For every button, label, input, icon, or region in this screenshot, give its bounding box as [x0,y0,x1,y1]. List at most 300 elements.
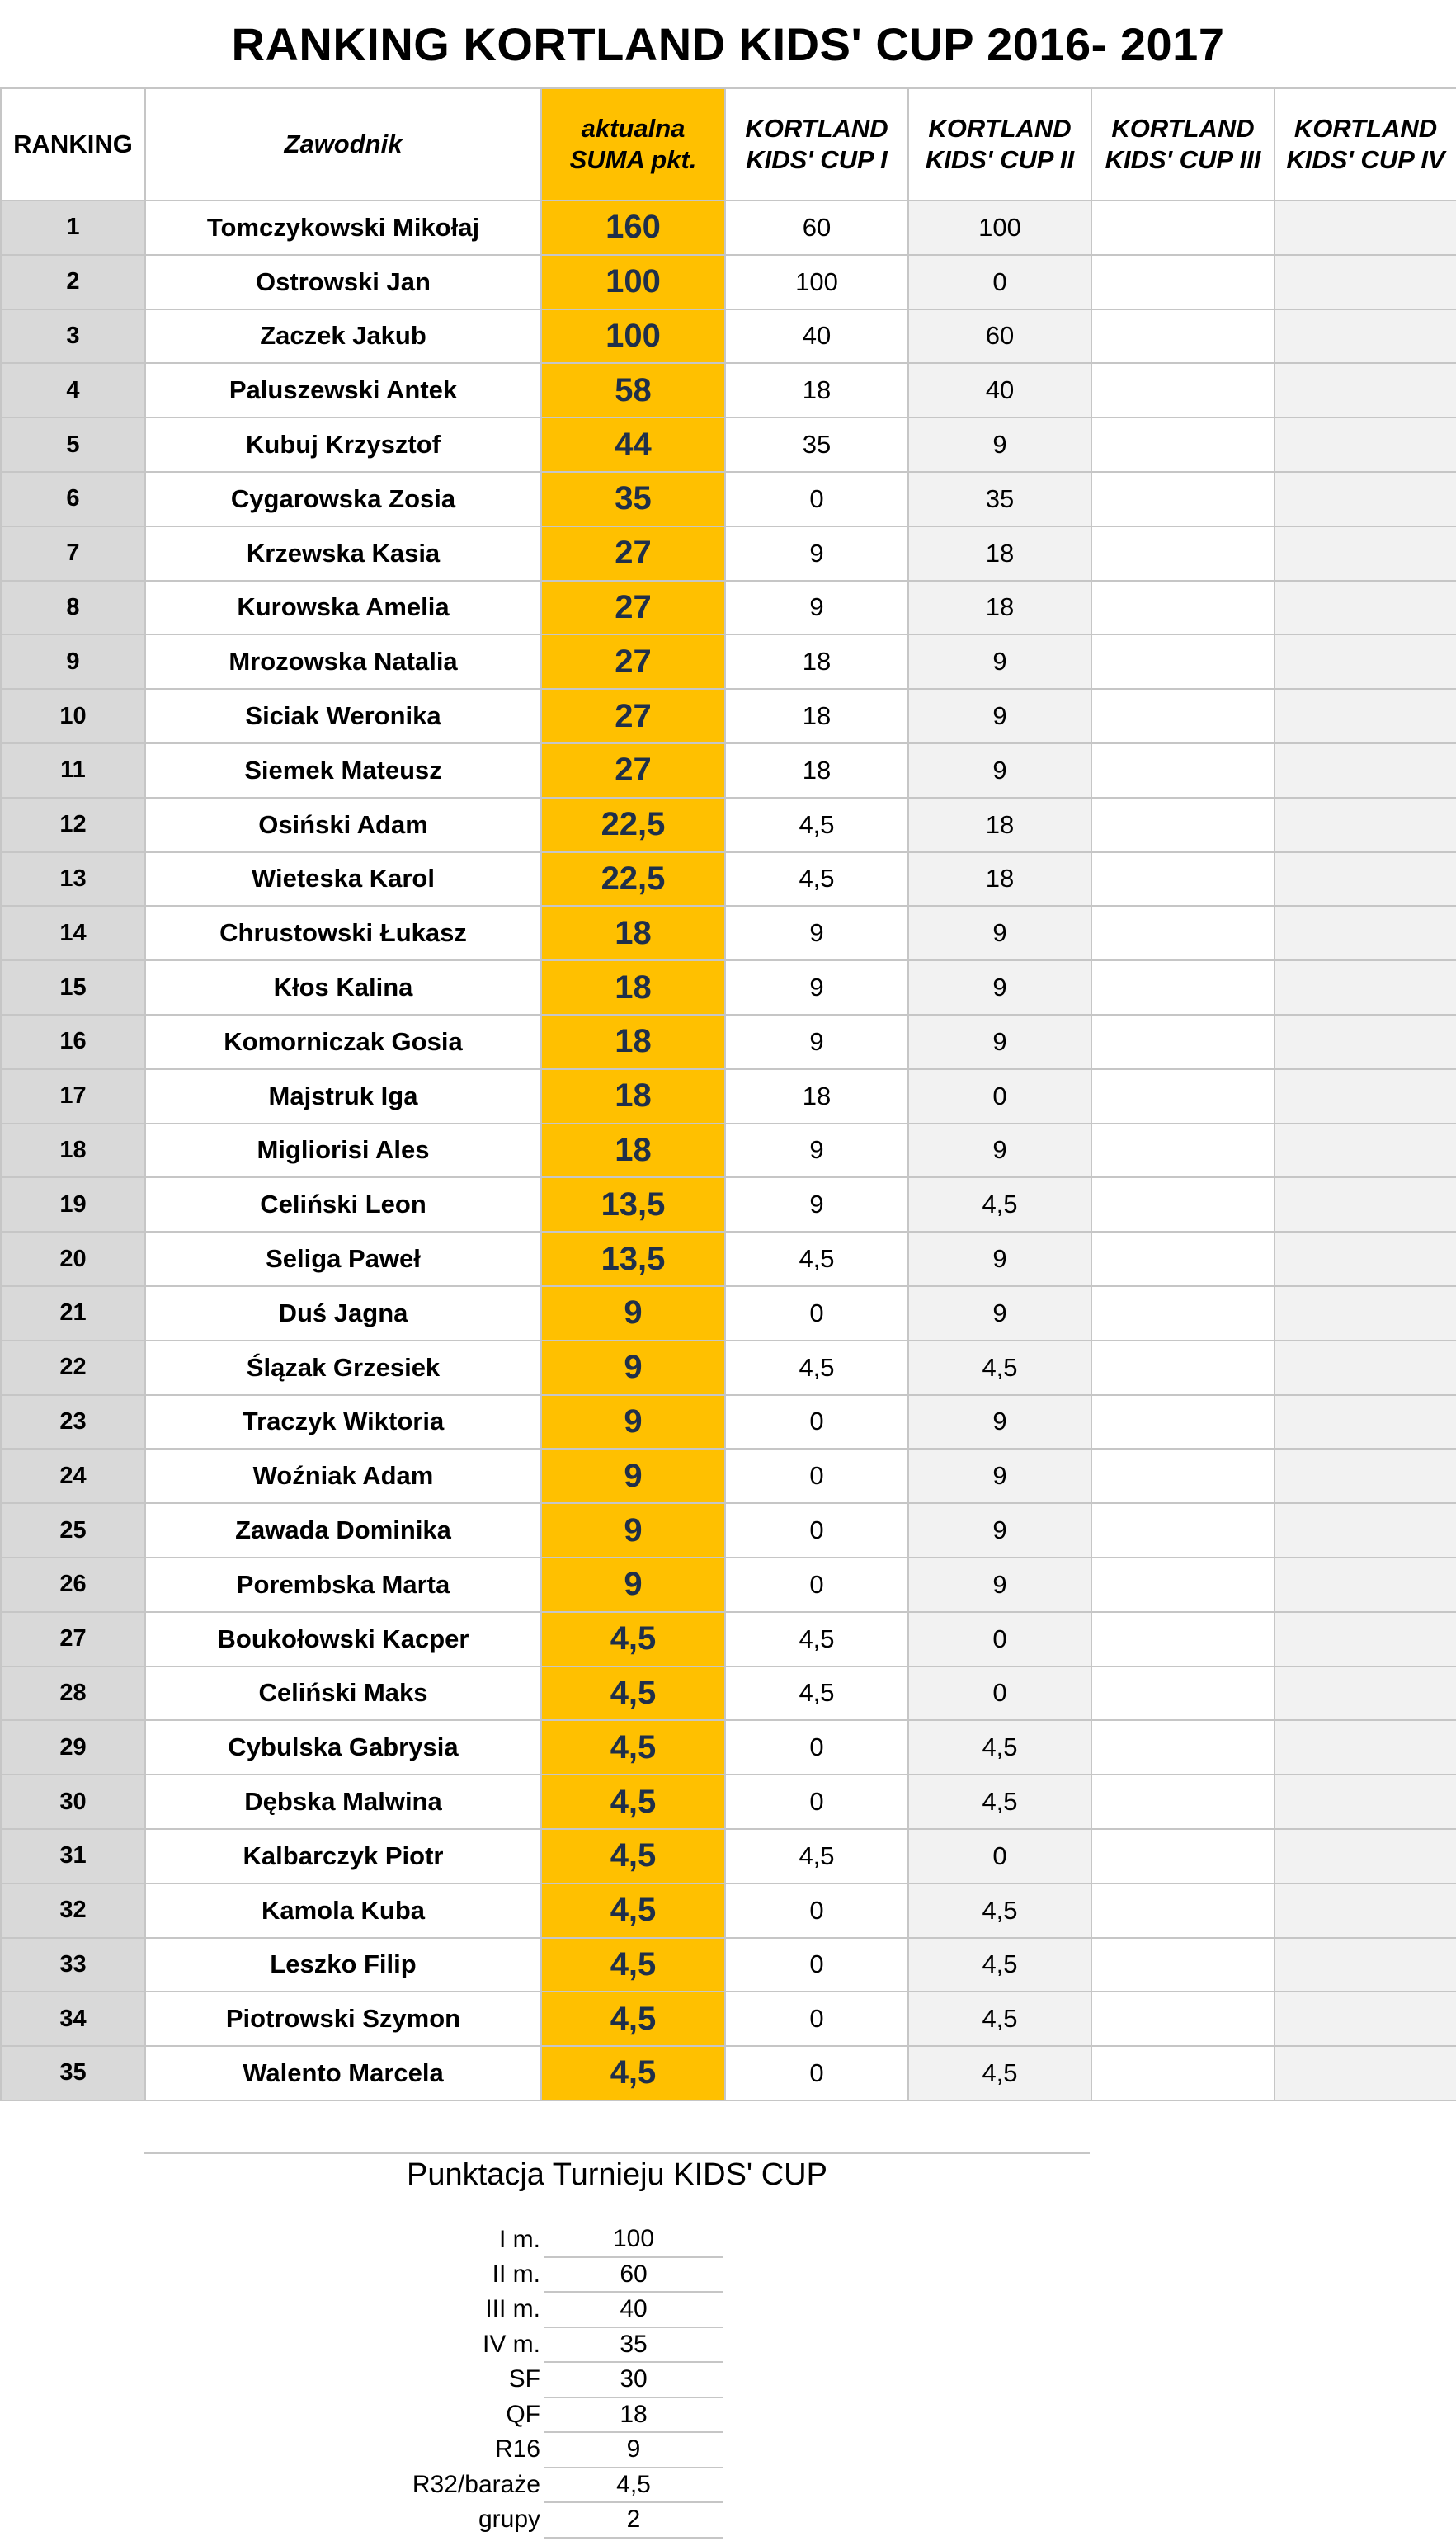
cell-sum: 9 [541,1558,725,1612]
cell-cup3 [1091,200,1275,255]
cell-cup2: 18 [908,798,1091,852]
table-row [1,1938,1456,1992]
cell-cup2: 4,5 [908,1883,1091,1938]
cell-cup4 [1275,1558,1456,1612]
cell-rank: 30 [1,1775,145,1829]
cell-cup2: 4,5 [908,1992,1091,2046]
points-row [363,2397,723,2433]
cell-cup3 [1091,1503,1275,1558]
cell-rank: 31 [1,1829,145,1883]
cell-rank: 2 [1,255,145,309]
cell-name: Walento Marcela [145,2046,541,2100]
points-value: 100 [544,2223,723,2257]
cell-rank: 3 [1,309,145,364]
cell-rank: 1 [1,200,145,255]
cell-cup1: 4,5 [725,852,908,907]
table-row [1,1069,1456,1124]
cell-name: Celiński Leon [145,1177,541,1232]
cell-cup4 [1275,634,1456,689]
cell-sum: 9 [541,1341,725,1395]
points-row [363,2292,723,2327]
cell-cup2: 9 [908,743,1091,798]
table-row [1,1883,1456,1938]
cell-name: Komorniczak Gosia [145,1015,541,1069]
table-row [1,1286,1456,1341]
cell-cup3 [1091,1612,1275,1666]
cell-cup2: 4,5 [908,2046,1091,2100]
table-row [1,1992,1456,2046]
points-label: R16 [494,2435,540,2463]
cell-name: Siemek Mateusz [145,743,541,798]
cell-cup4 [1275,472,1456,526]
cell-name: Seliga Paweł [145,1232,541,1286]
cell-cup4 [1275,743,1456,798]
cell-cup3 [1091,2046,1275,2100]
table-row [1,1558,1456,1612]
cell-cup3 [1091,1938,1275,1992]
cell-sum: 4,5 [541,1612,725,1666]
cell-cup1: 9 [725,1015,908,1069]
table-row [1,472,1456,526]
points-value: 40 [544,2292,723,2327]
cell-sum: 13,5 [541,1232,725,1286]
cell-cup4 [1275,255,1456,309]
cell-rank: 27 [1,1612,145,1666]
cell-name: Kłos Kalina [145,960,541,1015]
cell-name: Chrustowski Łukasz [145,906,541,960]
cell-sum: 4,5 [541,1829,725,1883]
table-row [1,1449,1456,1503]
cell-rank: 34 [1,1992,145,2046]
cell-cup4 [1275,1449,1456,1503]
cell-cup2: 40 [908,363,1091,417]
cell-cup1: 9 [725,1124,908,1178]
cell-cup1: 0 [725,1449,908,1503]
cell-rank: 24 [1,1449,145,1503]
cell-cup2: 4,5 [908,1341,1091,1395]
cell-sum: 9 [541,1449,725,1503]
table-row [1,1720,1456,1775]
points-value: 2 [544,2502,723,2538]
cell-cup1: 0 [725,1992,908,2046]
cell-name: Siciak Weronika [145,689,541,743]
cell-cup3 [1091,743,1275,798]
col-header-sum [541,88,725,200]
cell-cup3 [1091,906,1275,960]
cell-cup4 [1275,1883,1456,1938]
cell-cup1: 18 [725,743,908,798]
points-value: 30 [544,2362,723,2397]
cell-cup2: 18 [908,526,1091,581]
cell-rank: 25 [1,1503,145,1558]
cell-cup1: 4,5 [725,1666,908,1721]
cell-name: Osiński Adam [145,798,541,852]
cell-sum: 100 [541,255,725,309]
cell-sum: 27 [541,526,725,581]
cell-cup4 [1275,309,1456,364]
cell-cup1: 4,5 [725,1341,908,1395]
table-row [1,1341,1456,1395]
points-value: 18 [544,2397,723,2433]
cell-rank: 14 [1,906,145,960]
cell-name: Cygarowska Zosia [145,472,541,526]
cell-cup3 [1091,1720,1275,1775]
cell-name: Duś Jagna [145,1286,541,1341]
cell-cup1: 9 [725,526,908,581]
cell-cup4 [1275,1938,1456,1992]
cell-cup3 [1091,1286,1275,1341]
cell-rank: 13 [1,852,145,907]
cell-sum: 27 [541,581,725,635]
cell-cup2: 18 [908,581,1091,635]
cell-cup3 [1091,581,1275,635]
cell-cup1: 0 [725,1883,908,1938]
cell-name: Celiński Maks [145,1666,541,1721]
cell-name: Ostrowski Jan [145,255,541,309]
table-row [1,798,1456,852]
cell-sum: 44 [541,417,725,472]
cell-cup3 [1091,1883,1275,1938]
cell-cup2: 0 [908,1069,1091,1124]
cell-cup4 [1275,363,1456,417]
cell-sum: 18 [541,906,725,960]
cell-cup2: 9 [908,689,1091,743]
cell-cup1: 9 [725,906,908,960]
points-row [363,2468,723,2503]
cell-cup4 [1275,906,1456,960]
cell-rank: 12 [1,798,145,852]
cell-cup1: 18 [725,1069,908,1124]
cell-cup2: 9 [908,1124,1091,1178]
cell-cup4 [1275,417,1456,472]
cell-cup4 [1275,1069,1456,1124]
points-label: III m. [485,2295,540,2323]
points-row [363,2362,723,2397]
cell-cup4 [1275,200,1456,255]
cell-cup2: 60 [908,309,1091,364]
cell-cup2: 18 [908,852,1091,907]
cell-rank: 11 [1,743,145,798]
cell-cup1: 35 [725,417,908,472]
cell-cup2: 9 [908,1286,1091,1341]
cell-name: Migliorisi Ales [145,1124,541,1178]
points-row [363,2223,723,2257]
cell-cup3 [1091,1775,1275,1829]
cell-rank: 29 [1,1720,145,1775]
cell-cup1: 0 [725,1720,908,1775]
cell-name: Majstruk Iga [145,1069,541,1124]
points-label: QF [506,2400,540,2428]
table-row [1,1666,1456,1721]
cell-sum: 160 [541,200,725,255]
cell-cup4 [1275,1286,1456,1341]
cell-cup3 [1091,1232,1275,1286]
col-header-cup4: KORTLAND KIDS' CUP IV [1275,88,1456,200]
ranking-body [1,200,1456,2100]
cell-sum: 4,5 [541,1883,725,1938]
cell-cup3 [1091,1558,1275,1612]
cell-rank: 28 [1,1666,145,1721]
cell-cup4 [1275,852,1456,907]
cell-rank: 4 [1,363,145,417]
cell-cup3 [1091,852,1275,907]
cell-cup1: 0 [725,472,908,526]
cell-cup2: 9 [908,1503,1091,1558]
cell-cup1: 60 [725,200,908,255]
cell-rank: 21 [1,1286,145,1341]
page-title: RANKING KORTLAND KIDS' CUP 2016- 2017 [231,17,1225,70]
table-row [1,634,1456,689]
cell-cup4 [1275,1829,1456,1883]
cell-name: Porembska Marta [145,1558,541,1612]
cell-cup1: 4,5 [725,1829,908,1883]
cell-cup3 [1091,363,1275,417]
cell-cup2: 4,5 [908,1775,1091,1829]
cell-cup1: 4,5 [725,1232,908,1286]
cell-cup4 [1275,526,1456,581]
cell-sum: 27 [541,743,725,798]
cell-cup3 [1091,1069,1275,1124]
points-divider [144,2152,1090,2154]
cell-cup3 [1091,1341,1275,1395]
cell-cup1: 40 [725,309,908,364]
cell-name: Boukołowski Kacper [145,1612,541,1666]
cell-cup3 [1091,1177,1275,1232]
col-header-player: Zawodnik [145,88,541,200]
cell-sum: 4,5 [541,1775,725,1829]
cell-cup2: 9 [908,960,1091,1015]
cell-cup2: 9 [908,1449,1091,1503]
col-header-cup1: KORTLAND KIDS' CUP I [725,88,908,200]
cell-rank: 20 [1,1232,145,1286]
points-row [363,2502,723,2538]
cell-cup2: 100 [908,200,1091,255]
cell-name: Tomczykowski Mikołaj [145,200,541,255]
cell-cup3 [1091,1666,1275,1721]
cell-cup4 [1275,1177,1456,1232]
table-row [1,1395,1456,1450]
cell-cup1: 100 [725,255,908,309]
cell-cup3 [1091,1395,1275,1450]
points-label: R32/baraże [412,2470,540,2498]
cell-rank: 22 [1,1341,145,1395]
cell-rank: 15 [1,960,145,1015]
cell-sum: 4,5 [541,2046,725,2100]
cell-sum: 4,5 [541,1992,725,2046]
table-row [1,906,1456,960]
cell-rank: 35 [1,2046,145,2100]
cell-cup4 [1275,1341,1456,1395]
cell-cup1: 4,5 [725,798,908,852]
cell-cup2: 4,5 [908,1720,1091,1775]
cell-cup4 [1275,1124,1456,1178]
cell-cup1: 0 [725,1558,908,1612]
cell-cup4 [1275,1775,1456,1829]
cell-name: Zaczek Jakub [145,309,541,364]
cell-rank: 10 [1,689,145,743]
cell-rank: 17 [1,1069,145,1124]
cell-name: Kamola Kuba [145,1883,541,1938]
cell-cup4 [1275,1720,1456,1775]
cell-cup4 [1275,1232,1456,1286]
cell-cup3 [1091,255,1275,309]
cell-cup2: 9 [908,906,1091,960]
cell-sum: 22,5 [541,852,725,907]
cell-rank: 19 [1,1177,145,1232]
cell-rank: 23 [1,1395,145,1450]
cell-name: Kubuj Krzysztof [145,417,541,472]
cell-cup1: 18 [725,634,908,689]
cell-cup3 [1091,960,1275,1015]
cell-cup1: 0 [725,1938,908,1992]
cell-cup2: 9 [908,1015,1091,1069]
col-header-ranking: RANKING [1,88,145,200]
cell-name: Kurowska Amelia [145,581,541,635]
cell-cup3 [1091,1449,1275,1503]
cell-sum: 9 [541,1503,725,1558]
table-row [1,2046,1456,2100]
cell-cup1: 18 [725,363,908,417]
table-row [1,743,1456,798]
cell-cup2: 0 [908,1829,1091,1883]
cell-cup3 [1091,1829,1275,1883]
cell-cup3 [1091,1992,1275,2046]
cell-name: Mrozowska Natalia [145,634,541,689]
cell-sum: 18 [541,1069,725,1124]
cell-sum: 27 [541,689,725,743]
table-header-row [1,88,1456,200]
table-row [1,255,1456,309]
cell-cup1: 9 [725,1177,908,1232]
cell-name: Kalbarczyk Piotr [145,1829,541,1883]
cell-cup3 [1091,472,1275,526]
cell-sum: 4,5 [541,1666,725,1721]
cell-cup2: 9 [908,1232,1091,1286]
cell-cup3 [1091,309,1275,364]
table-row [1,581,1456,635]
cell-rank: 16 [1,1015,145,1069]
cell-cup3 [1091,1015,1275,1069]
cell-name: Krzewska Kasia [145,526,541,581]
cell-cup2: 35 [908,472,1091,526]
cell-sum: 18 [541,1015,725,1069]
cell-cup3 [1091,689,1275,743]
cell-sum: 27 [541,634,725,689]
points-row [363,2257,723,2293]
cell-name: Piotrowski Szymon [145,1992,541,2046]
col-header-sum-label: aktualna SUMA pkt. [569,114,697,174]
cell-cup3 [1091,798,1275,852]
table-row [1,689,1456,743]
cell-cup4 [1275,1992,1456,2046]
cell-cup2: 4,5 [908,1938,1091,1992]
points-label: grupy [478,2506,540,2534]
points-body [363,2223,723,2538]
cell-cup4 [1275,1612,1456,1666]
cell-cup4 [1275,798,1456,852]
points-value: 4,5 [544,2468,723,2503]
cell-cup3 [1091,526,1275,581]
cell-cup3 [1091,1124,1275,1178]
points-table [363,2223,723,2539]
cell-cup2: 9 [908,1395,1091,1450]
cell-cup2: 4,5 [908,1177,1091,1232]
cell-cup3 [1091,634,1275,689]
cell-cup4 [1275,1503,1456,1558]
col-header-cup3: KORTLAND KIDS' CUP III [1091,88,1275,200]
points-value: 35 [544,2327,723,2363]
table-row [1,1775,1456,1829]
cell-rank: 33 [1,1938,145,1992]
cell-name: Ślązak Grzesiek [145,1341,541,1395]
ranking-table [0,87,1456,2101]
cell-cup4 [1275,2046,1456,2100]
cell-cup1: 0 [725,1775,908,1829]
table-row [1,960,1456,1015]
points-value: 60 [544,2257,723,2293]
cell-cup4 [1275,581,1456,635]
cell-cup1: 0 [725,1286,908,1341]
table-row [1,1232,1456,1286]
cell-rank: 9 [1,634,145,689]
cell-cup1: 0 [725,1395,908,1450]
cell-name: Wieteska Karol [145,852,541,907]
table-row [1,526,1456,581]
cell-cup4 [1275,689,1456,743]
cell-cup2: 9 [908,1558,1091,1612]
cell-cup2: 9 [908,417,1091,472]
points-value: 9 [544,2432,723,2468]
cell-sum: 4,5 [541,1720,725,1775]
cell-name: Zawada Dominika [145,1503,541,1558]
cell-rank: 8 [1,581,145,635]
cell-sum: 18 [541,1124,725,1178]
cell-cup1: 9 [725,960,908,1015]
cell-name: Leszko Filip [145,1938,541,1992]
table-row [1,852,1456,907]
cell-cup1: 18 [725,689,908,743]
cell-sum: 22,5 [541,798,725,852]
table-row [1,1503,1456,1558]
table-row [1,363,1456,417]
points-title: Punktacja Turnieju KIDS' CUP [407,2157,827,2192]
cell-rank: 7 [1,526,145,581]
points-row [363,2432,723,2468]
cell-cup1: 0 [725,1503,908,1558]
table-row [1,1124,1456,1178]
cell-rank: 5 [1,417,145,472]
cell-name: Paluszewski Antek [145,363,541,417]
cell-cup1: 4,5 [725,1612,908,1666]
table-row [1,1829,1456,1883]
cell-sum: 100 [541,309,725,364]
cell-cup2: 0 [908,255,1091,309]
points-label: IV m. [482,2330,540,2358]
cell-sum: 4,5 [541,1938,725,1992]
cell-rank: 26 [1,1558,145,1612]
cell-rank: 32 [1,1883,145,1938]
points-label: SF [508,2365,540,2393]
cell-cup1: 0 [725,2046,908,2100]
cell-name: Cybulska Gabrysia [145,1720,541,1775]
points-label: II m. [492,2260,540,2288]
cell-cup2: 0 [908,1612,1091,1666]
col-header-cup2: KORTLAND KIDS' CUP II [908,88,1091,200]
cell-sum: 9 [541,1286,725,1341]
table-row [1,309,1456,364]
cell-sum: 35 [541,472,725,526]
cell-cup4 [1275,1666,1456,1721]
